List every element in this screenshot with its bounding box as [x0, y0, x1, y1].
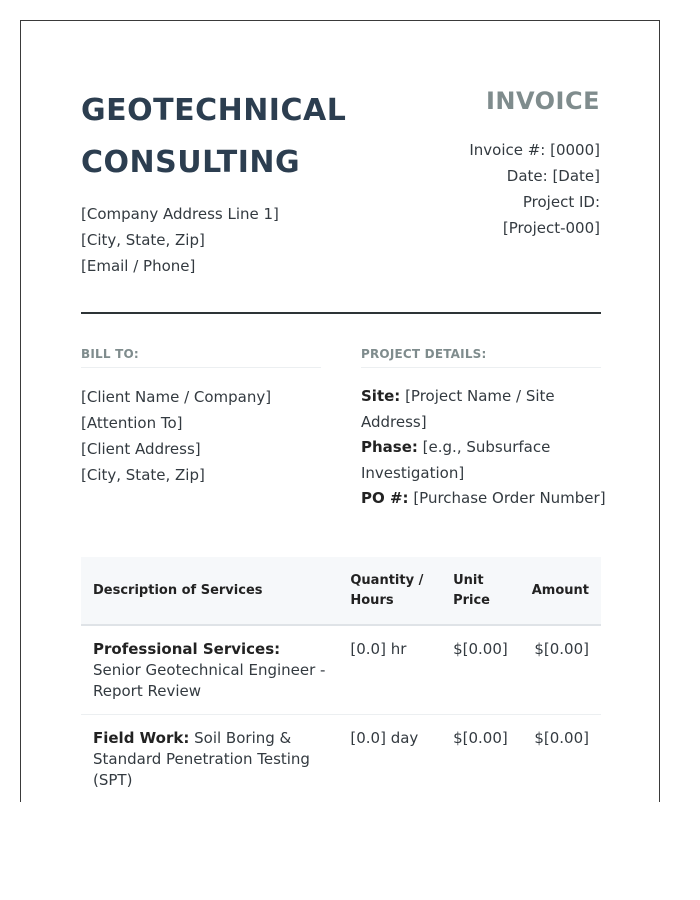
header-divider — [81, 312, 601, 314]
invoice-date: Date: [Date] — [506, 167, 600, 185]
company-name — [81, 85, 411, 189]
invoice-page — [20, 20, 660, 802]
project-po — [361, 486, 606, 512]
company-address-line: [City, State, Zip] — [81, 231, 205, 249]
service-unit-price: $[0.00] — [441, 625, 520, 715]
bill-to-line: [Attention To] — [81, 414, 183, 432]
phase-label: Phase: — [361, 438, 418, 456]
bill-to-heading: BILL TO: — [81, 347, 321, 368]
service-amount: $[0.00] — [520, 625, 601, 715]
service-quantity: [0.0] hr — [338, 625, 441, 715]
service-amount: $[0.00] — [520, 715, 601, 803]
column-header-unit-price: Unit Price — [441, 557, 520, 625]
project-id-label: Project ID: — [522, 193, 600, 211]
table-row — [81, 715, 601, 803]
site-label: Site: — [361, 387, 401, 405]
service-description — [81, 715, 338, 803]
table-row — [81, 625, 601, 715]
column-header-quantity: Quantity / Hours — [338, 557, 441, 625]
invoice-meta — [400, 137, 600, 241]
company-name-line-1: GEOTECHNICAL — [81, 93, 347, 128]
company-address-line: [Company Address Line 1] — [81, 205, 279, 223]
project-details-heading: PROJECT DETAILS: — [361, 347, 601, 368]
column-header-description: Description of Services — [81, 557, 338, 625]
company-address-line: [Email / Phone] — [81, 257, 196, 275]
service-description — [81, 625, 338, 715]
table-header-row — [81, 557, 601, 625]
project-phase — [361, 435, 606, 486]
service-quantity: [0.0] day — [338, 715, 441, 803]
po-label: PO #: — [361, 489, 409, 507]
bill-to-line: [Client Address] — [81, 440, 201, 458]
po-value: [Purchase Order Number] — [408, 489, 606, 507]
service-detail: Senior Geotechnical Engineer - Report Review — [93, 661, 326, 700]
service-unit-price: $[0.00] — [441, 715, 520, 803]
bill-to-line: [City, State, Zip] — [81, 466, 205, 484]
phase-value: [e.g., Subsurface Investigation] — [361, 438, 551, 482]
service-label: Professional Services: — [93, 640, 281, 658]
project-details-block — [361, 384, 606, 512]
company-address — [81, 201, 279, 279]
project-site — [361, 384, 606, 435]
company-name-line-2: CONSULTING — [81, 145, 301, 180]
site-value: [Project Name / Site Address] — [361, 387, 555, 431]
bill-to-line: [Client Name / Company] — [81, 388, 272, 406]
invoice-number: Invoice #: [0000] — [469, 141, 600, 159]
service-label: Field Work: — [93, 729, 190, 747]
bill-to-block — [81, 384, 271, 488]
services-table — [81, 557, 601, 802]
column-header-amount: Amount — [520, 557, 601, 625]
invoice-title: INVOICE — [485, 87, 600, 115]
service-detail: Soil Boring & Standard Penetration Testing (SPT) — [93, 729, 310, 789]
project-id-value: [Project-000] — [502, 219, 600, 237]
